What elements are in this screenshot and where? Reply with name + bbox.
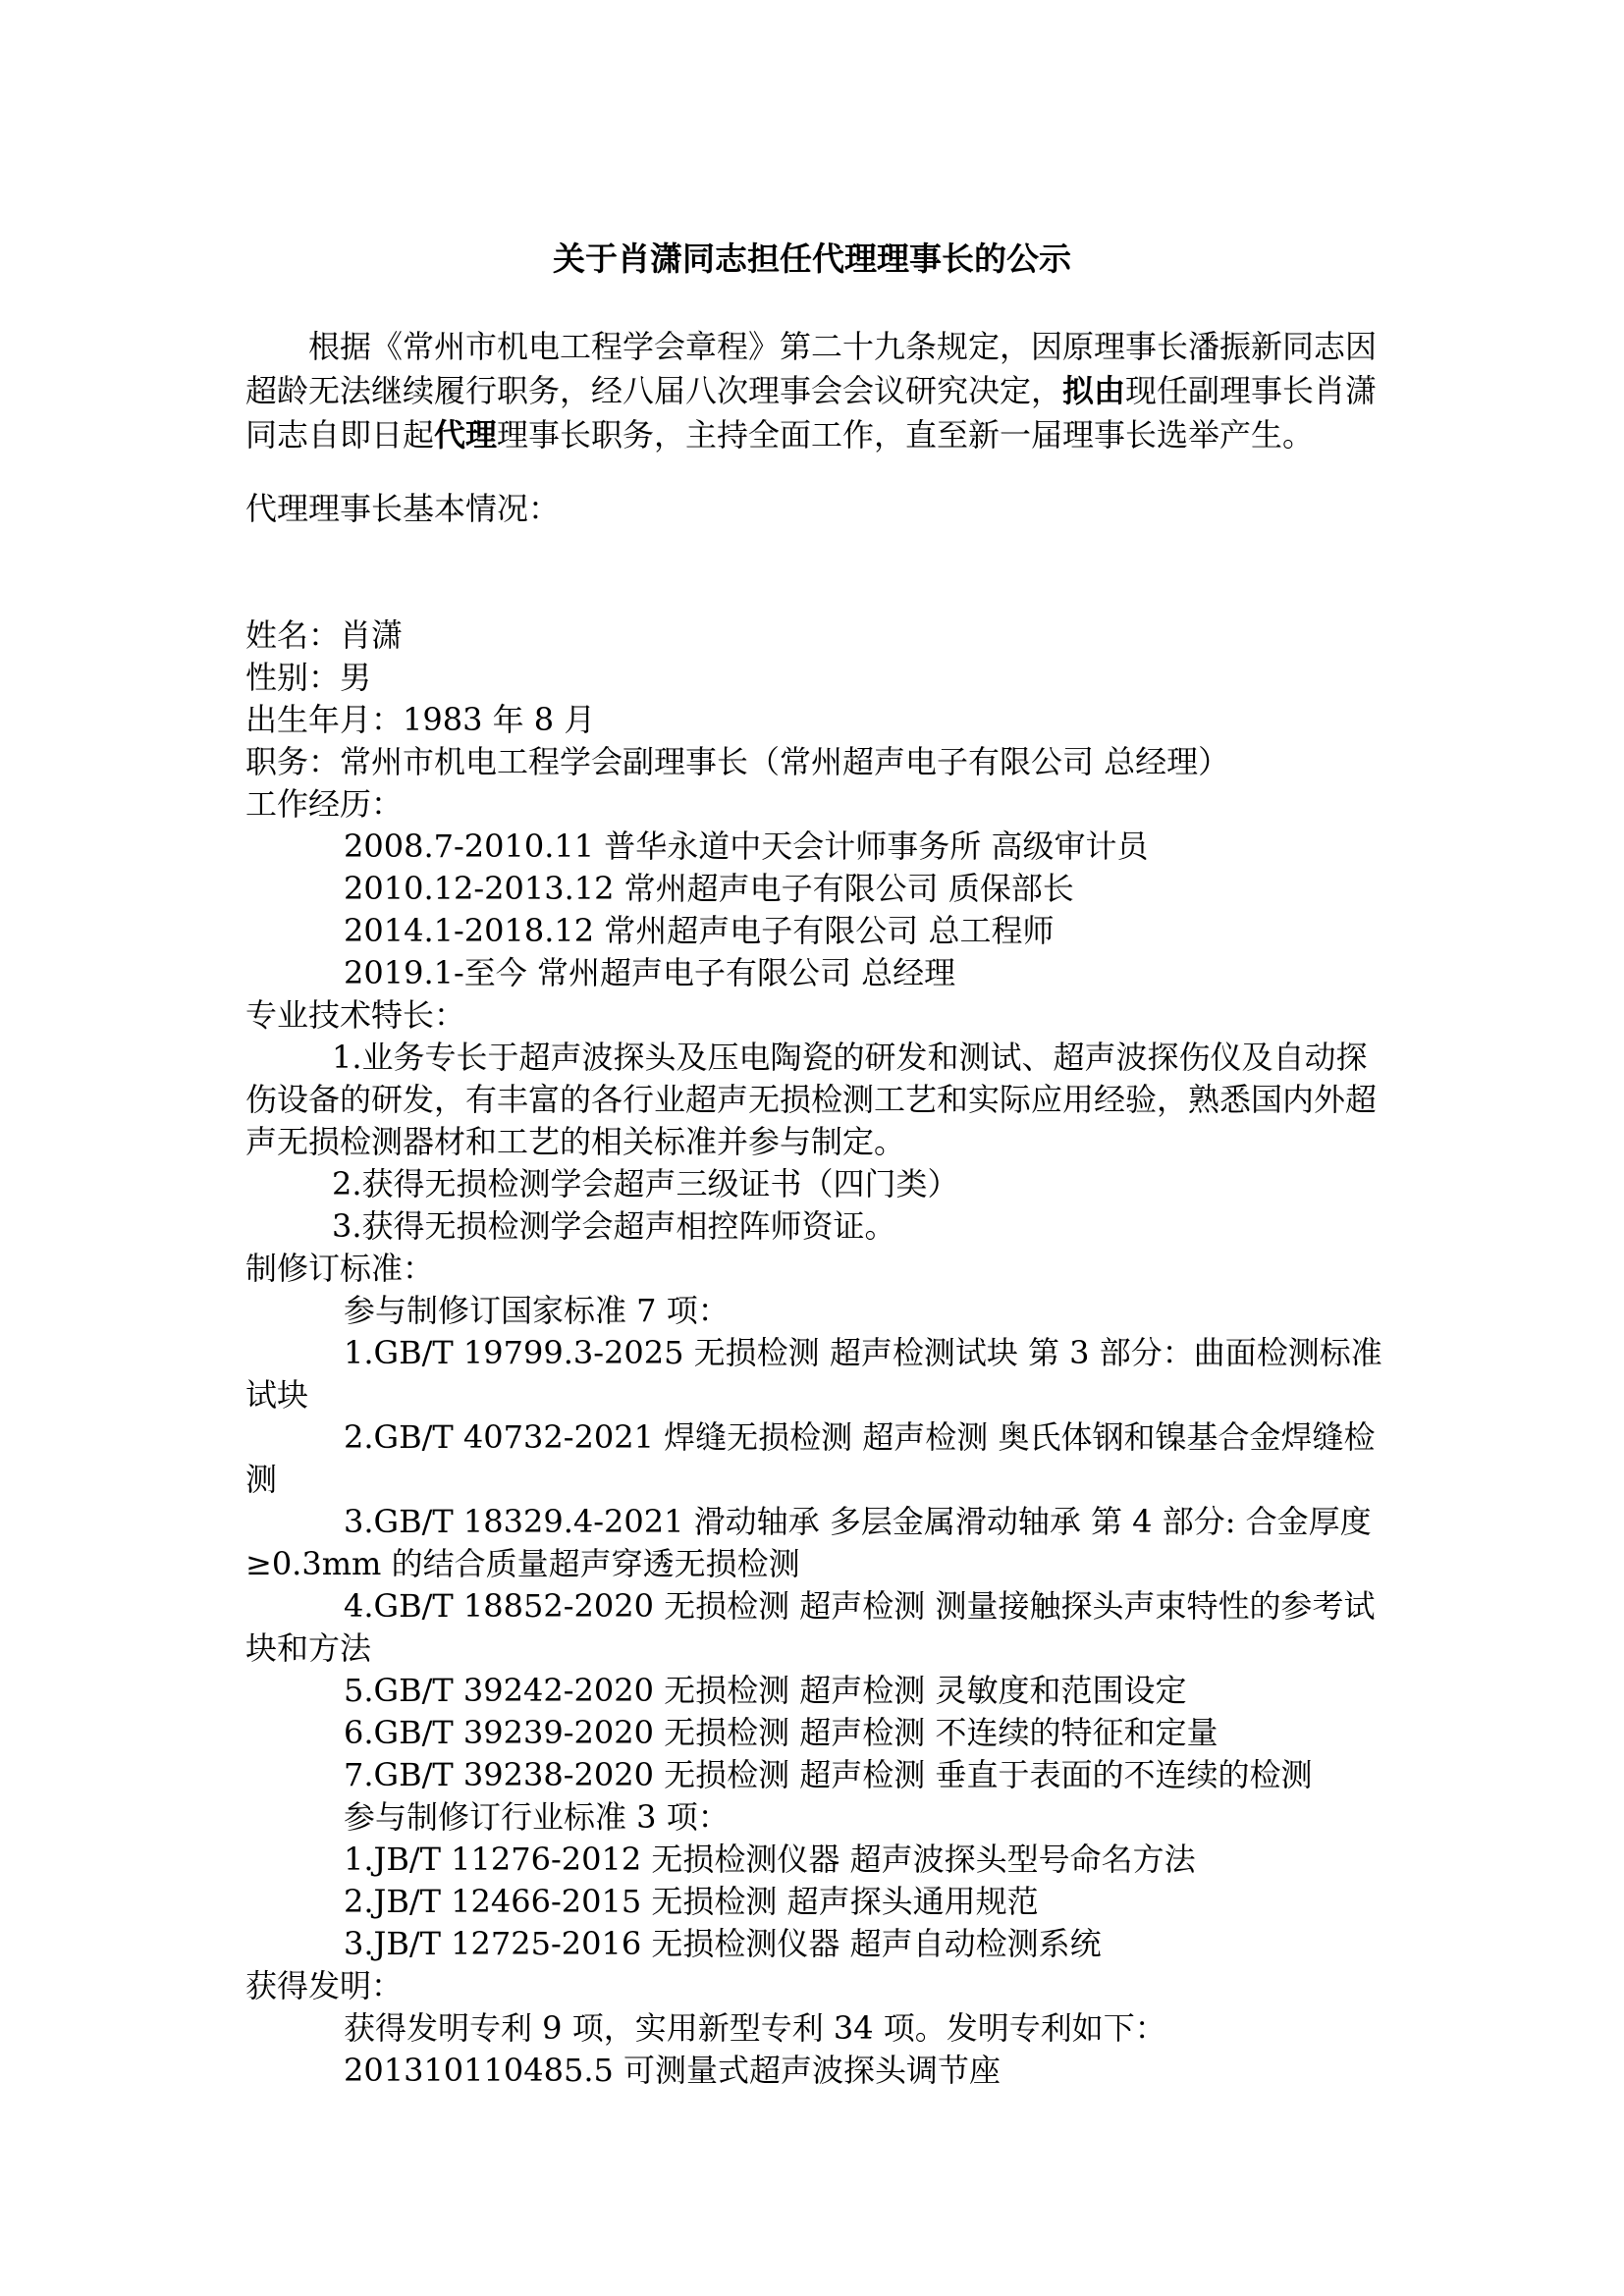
page-title: 关于肖潇同志担任代理理事长的公示 — [553, 240, 1071, 278]
work-item: 2008.7-2010.11 普华永道中天会计师事务所 高级审计员 — [344, 828, 1149, 865]
national-standard-item: 5.GB/T 39242-2020 无损检测 超声检测 灵敏度和范围设定 — [344, 1672, 1187, 1709]
intro-bold-2: 代理 — [434, 416, 498, 454]
invent-summary: 获得发明专利 9 项，实用新型专利 34 项。发明专利如下： — [344, 2009, 1166, 2047]
document-body — [245, 488, 1424, 2092]
intro-bold-1: 拟由 — [1062, 372, 1126, 409]
intro-text-3: 理事长职务，主持全面工作，直至新一届理事长选举产生。 — [497, 416, 1315, 454]
name-line: 姓名：肖潇 — [245, 616, 404, 654]
work-item: 2010.12-2013.12 常州超声电子有限公司 质保部长 — [344, 870, 1074, 907]
industry-standard-item: 2.JB/T 12466-2015 无损检测 超声探头通用规范 — [344, 1883, 1039, 1920]
national-standard-item: 4.GB/T 18852-2020 无损检测 超声检测 测量接触探头声束特性的参考试块和方法 — [245, 1587, 1376, 1667]
industry-heading: 参与制修订行业标准 3 项： — [344, 1798, 730, 1836]
gender-line: 性别：男 — [245, 659, 372, 696]
national-standard-item: 3.GB/T 18329.4-2021 滑动轴承 多层金属滑动轴承 第 4 部分: 合金厚度≥0.3mm 的结合质量超声穿透无损检测 — [245, 1503, 1372, 1582]
intro-text-2: 现任副理事长肖潇同志自即日起 — [245, 372, 1378, 454]
skills-heading: 专业技术特长： — [245, 996, 466, 1034]
standards-heading: 制修订标准： — [245, 1250, 435, 1287]
patent-item: 201310110485.5 可测量式超声波探头调节座 — [344, 2052, 1001, 2089]
national-heading: 参与制修订国家标准 7 项： — [344, 1292, 730, 1329]
work-item: 2014.1-2018.12 常州超声电子有限公司 总工程师 — [344, 912, 1055, 949]
national-standard-item: 6.GB/T 39239-2020 无损检测 超声检测 不连续的特征和定量 — [344, 1714, 1218, 1751]
skill-item: 1.业务专长于超声波探头及压电陶瓷的研发和测试、超声波探伤仪及自动探伤设备的研发，有丰富的各行业超声无损检测工艺和实际应用经验，熟悉国内外超声无损检测器材和工艺的相关标准并参与制定。 — [245, 1039, 1378, 1160]
work-item: 2019.1-至今 常州超声电子有限公司 总经理 — [344, 954, 956, 991]
national-standard-item: 2.GB/T 40732-2021 焊缝无损检测 超声检测 奥氏体钢和镍基合金焊缝检测 — [245, 1418, 1376, 1498]
basic-heading: 代理理事长基本情况： — [245, 490, 561, 527]
industry-standard-item: 3.JB/T 12725-2016 无损检测仪器 超声自动检测系统 — [344, 1925, 1102, 1962]
national-standard-item: 1.GB/T 19799.3-2025 无损检测 超声检测试块 第 3 部分：曲面检测标准试块 — [245, 1334, 1382, 1414]
intro-text-1: 根据《常州市机电工程学会章程》第二十九条规定，因原理事长潘振新同志因超龄无法继续履行职务，经八届八次理事会会议研究决定， — [245, 328, 1378, 409]
work-heading: 工作经历： — [245, 785, 404, 823]
national-standard-item: 7.GB/T 39238-2020 无损检测 超声检测 垂直于表面的不连续的检测 — [344, 1756, 1313, 1793]
invent-heading: 获得发明： — [245, 1967, 404, 2004]
position-line: 职务：常州市机电工程学会副理事长（常州超声电子有限公司 总经理） — [245, 743, 1230, 780]
intro-paragraph — [245, 325, 1384, 457]
skill-item: 2.获得无损检测学会超声三级证书（四门类） — [332, 1165, 959, 1202]
skill-item: 3.获得无损检测学会超声相控阵师资证。 — [332, 1207, 896, 1245]
industry-standard-item: 1.JB/T 11276-2012 无损检测仪器 超声波探头型号命名方法 — [344, 1841, 1196, 1878]
birth-line: 出生年月：1983 年 8 月 — [245, 701, 596, 738]
